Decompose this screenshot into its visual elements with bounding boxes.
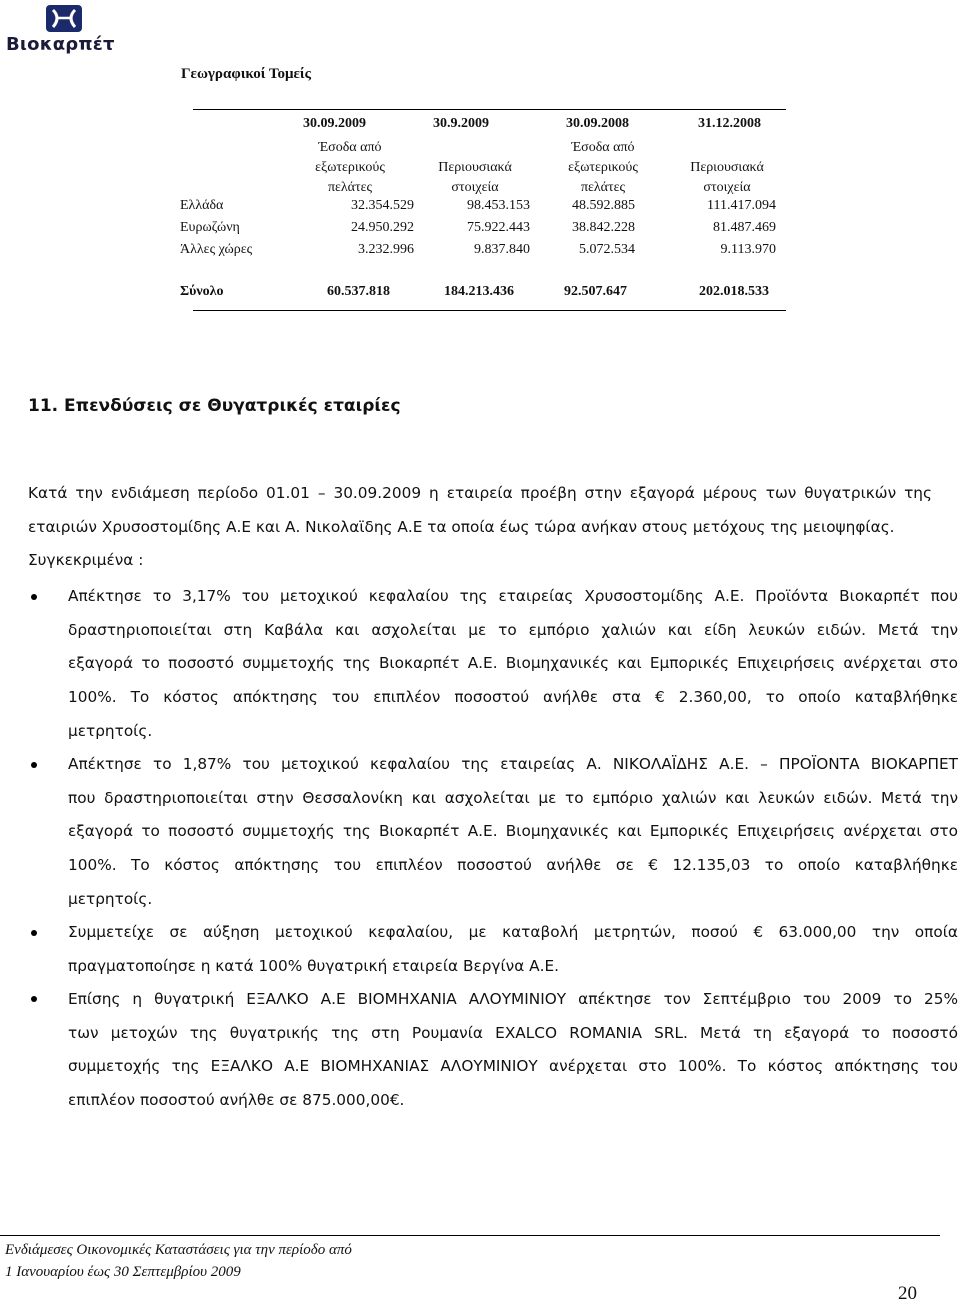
section-heading: 11. Επενδύσεις σε Θυγατρικές εταιρίες <box>28 396 401 416</box>
total-value: 92.507.647 <box>564 284 627 299</box>
table-row <box>180 198 786 220</box>
table-header-dates <box>193 109 786 138</box>
cell-value: 3.232.996 <box>358 242 414 257</box>
cell-value: 5.072.534 <box>579 242 635 257</box>
list-item: Απέκτησε το 1,87% του μετοχικού κεφαλαίου της εταιρείας Α. ΝΙΚΟΛΑΪΔΗΣ Α.Ε. – ΠΡΟΪΟΝΤΑ ΒΙΟΚΑΡΠΕΤ που δραστηριοποιείται στην Θεσσαλονίκη και ασχολείται με το εμπόριο χαλιών και λευκών ειδών. Μετά την εξαγορά το ποσοστό συμμετοχής της Βιοκαρπέτ Α.Ε. Βιομηχανικές και Εμπορικές Επιχειρήσεις ανέρχεται στο 100%. Το κόστος απόκτησης του επιπλέον ποσοστού ανήλθε σε € 12.135,03 το οποίο καταβλήθηκε μετρητοίς. <box>68 755 958 908</box>
col-date-3: 30.09.2008 <box>566 116 629 131</box>
cell-value: 81.487.469 <box>713 220 776 235</box>
table-header-descriptions <box>193 138 786 198</box>
cell-value: 24.950.292 <box>351 220 414 235</box>
bullet-icon <box>31 762 37 768</box>
cell-value: 9.113.970 <box>720 242 776 257</box>
intro-line: εταιριών Χρυσοστομίδης Α.Ε και Α. Νικολαϊδης Α.Ε τα οποία έως τώρα ανήκαν στους μετόχους της μειοψηφίας. <box>28 518 895 536</box>
cell-value: 75.922.443 <box>467 220 530 235</box>
list-item: Συμμετείχε σε αύξηση μετοχικού κεφαλαίου, με καταβολή μετρητών, ποσού € 63.000,00 την οποία πραγματοποίησε η κατά 100% θυγατρική εταιρεία Βεργίνα Α.Ε. <box>68 923 958 975</box>
total-value: 184.213.436 <box>444 284 514 299</box>
total-value: 60.537.818 <box>327 284 390 299</box>
geo-section-title: Γεωγραφικοί Τομείς <box>181 66 311 82</box>
col-date-4: 31.12.2008 <box>698 116 761 131</box>
row-label: Άλλες χώρες <box>180 242 253 257</box>
cell-value: 98.453.153 <box>467 198 530 213</box>
row-label: Ευρωζώνη <box>180 220 240 235</box>
list-item: Απέκτησε το 3,17% του μετοχικού κεφαλαίου της εταιρείας Χρυσοστομίδης Α.Ε. Προϊόντα Βιοκαρπέτ που δραστηριοποιείται στη Καβάλα και ασχολείται με το εμπόριο χαλιών και είδη λευκών ειδών. Μετά την εξαγορά το ποσοστό συμμετοχής της Βιοκαρπέτ Α.Ε. Βιομηχανικές και Εμπορικές Επιχειρήσεις ανέρχεται στο 100%. Το κόστος απόκτησης του επιπλέον ποσοστού ανήλθε στα € 2.360,00, το οποίο καταβλήθηκε μετρητοίς. <box>68 587 958 740</box>
row-label: Ελλάδα <box>180 198 224 213</box>
biokarpet-logo-mark-icon <box>6 4 126 34</box>
cell-value: 48.592.885 <box>572 198 635 213</box>
company-logo <box>6 4 126 54</box>
col-desc-3: Έσοδα από εξωτερικούς πελάτες <box>568 140 638 195</box>
cell-value: 32.354.529 <box>351 198 414 213</box>
col-desc-4: Περιουσιακά στοιχεία <box>690 160 764 195</box>
footer-text: 1 Ιανουαρίου έως 30 Σεπτεμβρίου 2009 <box>5 1264 241 1280</box>
intro-line: Συγκεκριμένα : <box>28 551 144 569</box>
bullet-icon <box>31 594 37 600</box>
bullet-icon <box>31 930 37 936</box>
total-label: Σύνολο <box>180 284 224 299</box>
col-desc-1: Έσοδα από εξωτερικούς πελάτες <box>315 140 385 195</box>
total-value: 202.018.533 <box>699 284 769 299</box>
footer-divider <box>0 1235 940 1236</box>
cell-value: 38.842.228 <box>572 220 635 235</box>
table-row <box>180 242 786 264</box>
page-number: 20 <box>898 1283 917 1304</box>
bullet-icon <box>31 996 37 1002</box>
list-item: Επίσης η θυγατρική ΕΞΑΛΚΟ Α.Ε ΒΙΟΜΗΧΑΝΙΑ ΑΛΟΥΜΙΝΙΟΥ απέκτησε τον Σεπτέμβριο του 2009 το 25% των μετοχών της θυγατρικής της στη Ρουμανία EXALCO ROMANIA SRL. Μετά τη εξαγορά το ποσοστό συμμετοχής της ΕΞΑΛΚΟ Α.Ε ΒΙΟΜΗΧΑΝΙΑΣ ΑΛΟΥΜΙΝΙΟΥ ανέρχεται στο 100%. Το κόστος απόκτησης του επιπλέον ποσοστού ανήλθε σε 875.000,00€. <box>68 990 958 1110</box>
geo-table <box>180 109 786 311</box>
intro-line: Κατά την ενδιάμεση περίοδο 01.01 – 30.09.2009 η εταιρεία προέβη στην εξαγορά μέρους των θυγατρικών της <box>28 484 932 502</box>
footer-text: Ενδιάμεσες Οικονομικές Καταστάσεις για την περίοδο από <box>5 1242 352 1258</box>
col-desc-2: Περιουσιακά στοιχεία <box>438 160 512 195</box>
cell-value: 111.417.094 <box>707 198 776 213</box>
col-date-2: 30.9.2009 <box>433 116 489 131</box>
table-row <box>180 220 786 242</box>
table-total-row <box>180 284 786 311</box>
col-date-1: 30.09.2009 <box>303 116 366 131</box>
logo-text: Βιοκαρπέτ <box>6 34 115 55</box>
cell-value: 9.837.840 <box>474 242 530 257</box>
